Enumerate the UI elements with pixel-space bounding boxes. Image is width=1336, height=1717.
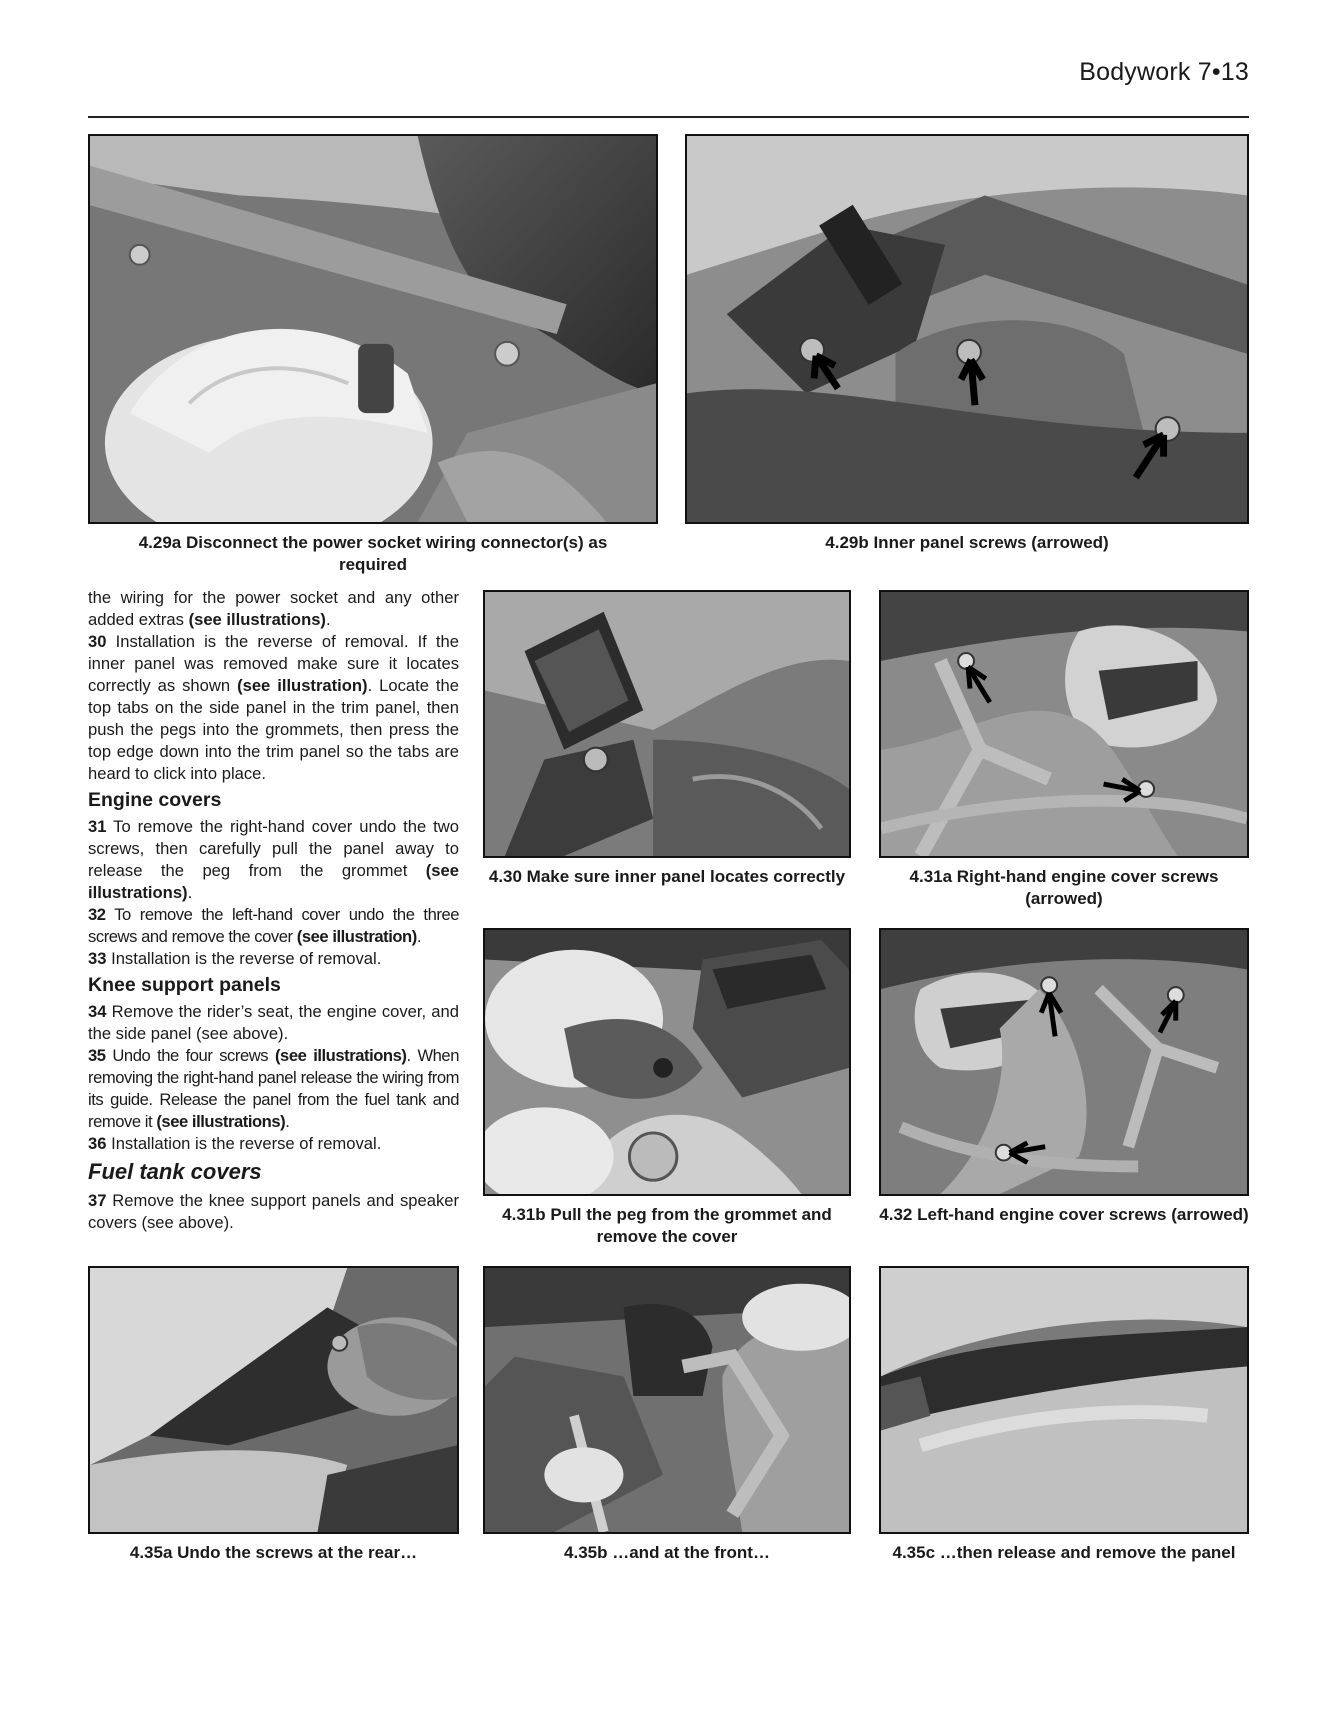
figure-4-32-photo	[879, 928, 1249, 1196]
figure-4-31b-caption: 4.31b Pull the peg from the grommet and remove the cover	[502, 1205, 832, 1246]
hand-connector-photo	[90, 136, 656, 522]
figure-4-35a-caption: 4.35a Undo the screws at the rear…	[129, 1543, 418, 1562]
heading-knee-support-panels: Knee support panels	[88, 974, 281, 996]
figure-4-31b-photo	[483, 928, 851, 1196]
figure-4-32-caption: 4.32 Left-hand engine cover screws (arrowed)	[879, 1205, 1249, 1224]
figure-4-35c-photo	[879, 1266, 1249, 1534]
figure-4-35a-photo	[88, 1266, 459, 1534]
paragraph-37: 37 Remove the knee support panels and speaker covers (see above).	[88, 1191, 459, 1232]
page-header	[88, 58, 1249, 118]
heading-engine-covers: Engine covers	[88, 789, 222, 811]
engine-cover-left-photo	[881, 930, 1247, 1194]
engine-cover-photo	[881, 592, 1247, 856]
knee-panel-remove-photo	[881, 1268, 1247, 1532]
paragraph-36: 36 Installation is the reverse of removal.	[88, 1134, 382, 1153]
figure-4-29a-photo	[88, 134, 658, 524]
paragraph-34: 34 Remove the rider’s seat, the engine cover, and the side panel (see above).	[88, 1002, 459, 1043]
knee-panel-rear-photo	[90, 1268, 457, 1532]
knee-panel-front-photo	[485, 1268, 849, 1532]
figure-4-35b-caption: 4.35b …and at the front…	[564, 1543, 770, 1562]
figure-4-29b-photo	[685, 134, 1249, 524]
figure-4-29a-caption: 4.29a Disconnect the power socket wiring connector(s) as required	[138, 533, 608, 574]
peg-grommet-photo	[485, 930, 849, 1194]
paragraph-intro: the wiring for the power socket and any other added extras (see illustrations).	[88, 588, 459, 629]
figure-4-29b-caption: 4.29b Inner panel screws (arrowed)	[825, 533, 1109, 552]
paragraph-32: 32 To remove the left-hand cover undo the three screws and remove the cover (see illustration).	[88, 905, 459, 946]
paragraph-33: 33 Installation is the reverse of removal.	[88, 949, 382, 968]
figure-4-30-caption: 4.30 Make sure inner panel locates correctly	[488, 867, 846, 886]
figure-4-30-photo	[483, 590, 851, 858]
panel-screws-photo	[687, 136, 1247, 522]
running-head: Bodywork 7•13	[1079, 58, 1249, 86]
body-text-column	[88, 587, 459, 1234]
figure-4-31a-caption: 4.31a Right-hand engine cover screws (arrowed)	[909, 867, 1219, 908]
figure-4-31a-photo	[879, 590, 1249, 858]
figure-4-35b-photo	[483, 1266, 851, 1534]
inner-panel-photo	[485, 592, 849, 856]
paragraph-30: 30 Installation is the reverse of removal. If the inner panel was removed make sure it locates correctly as shown (see illustration). Locate the top tabs on the side panel in the trim panel, then push the pegs into the grommets, then press the top edge down into the trim panel so the tabs are heard to click into place.	[88, 632, 459, 783]
figure-4-35c-caption: 4.35c …then release and remove the panel	[892, 1543, 1236, 1562]
heading-fuel-tank-covers: Fuel tank covers	[88, 1159, 262, 1184]
paragraph-31: 31 To remove the right-hand cover undo the two screws, then carefully pull the panel away to release the peg from the grommet (see illustrations).	[88, 817, 459, 902]
paragraph-35: 35 Undo the four screws (see illustrations). When removing the right-hand panel release the wiring from its guide. Release the panel from the fuel tank and remove it (see illustrations).	[88, 1046, 459, 1131]
